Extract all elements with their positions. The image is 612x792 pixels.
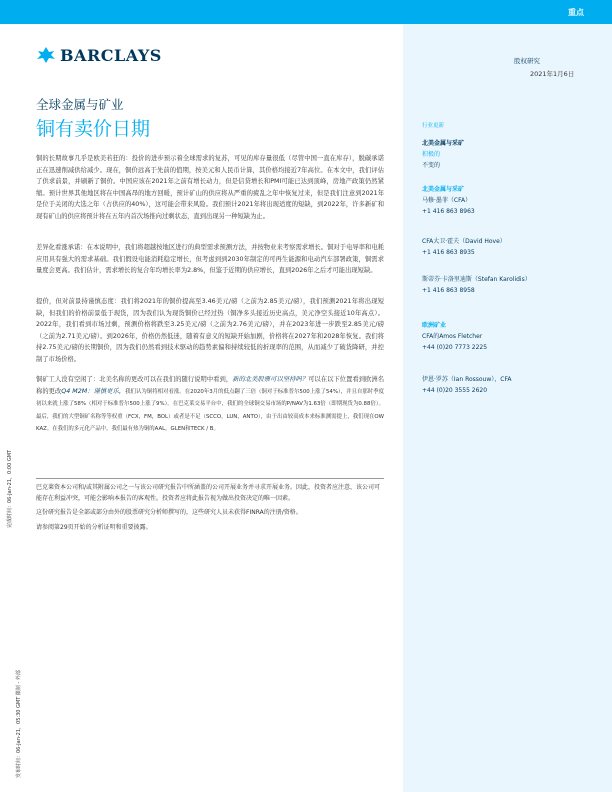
analyst-name: 马修·墨菲（CFA）	[422, 197, 472, 204]
analyst-phone: +1 416 863 8963	[422, 208, 475, 215]
analyst-4	[422, 320, 487, 353]
disclaimer-pages: 请参阅第29页开始的分析证明和重要披露。	[36, 523, 152, 531]
disclaimer-finra: 这份研究报告是全部或部分由外的股票研究分析师撰写的，这些研究人员未获得FINRA的注册/资格。	[36, 509, 302, 517]
paragraph-demand: 差异化看涨承诺：在本说明中，我们将超越按地区进行的典型需求预测方法，并按物业来考察需求增长。铜对于电导率和电耗应用具有强大的需求基础。我们假设电能消耗稳定增长，但考虑到到2030年制定的可再生能源和电动汽车部署政策，铜需求量度会更高。我们估计，需求增长的复合年均增长率为2.8%，但鉴于近期的供应增长，直到2026年之后才可能出现短缺。	[36, 244, 384, 275]
top-banner	[0, 0, 612, 24]
analyst-name: CFA的Amos Fletcher	[422, 333, 483, 340]
analyst-name: CFA大卫·霍夫（David Hove）	[422, 238, 506, 245]
vertical-timestamps	[6, 450, 22, 780]
miners-lead: 铜矿工人没有空闲了：北美名称的更改可以在我们的随行说明中看到，	[36, 376, 233, 383]
link-north-america[interactable]: 新的北美股票可以坚持吗？	[232, 376, 309, 383]
sector-rating	[422, 138, 464, 171]
analyst-3	[422, 274, 531, 296]
analyst-name: 斯蒂芬·卡洛里迪斯（Stefan Karolidis）	[422, 276, 531, 283]
sector-view: 积极的	[422, 151, 441, 158]
sector-head: 北美金属与采矿	[422, 140, 465, 147]
analyst-2	[422, 236, 506, 258]
disclaimer-conflict: 巴克莱资本公司和/或其附属公司之一与该公司研究报告中所涵盖的公司开展业务并寻求开展业务。因此，投资者应注意，该公司可能存在利益冲突，可能会影响本报告的客观性。投资者应将此报告视为做出投资决定的唯一因素。	[36, 484, 381, 502]
paragraph-overview: 铜的长期故事几乎是欧美若狂的：投价的进步预示着全球需求的复苏，可见的库存量很低（尽管中国一直在库存），脱碳承诺正在迅速削减供给减少。现在，铜价远高于先前的值期，按美元和人民币计算，其价格均接近7年高位。在本文中，我们评估了供求前景，并刷新了铜价。中国应该在2021年之前有增长动力，但是信贷增长和PMI可能已达到顶峰，房地产政策仍然紧缩。预计世界其他地区将在中国高昂的地方回暖，预计矿山的供应将从严重的疲乱之年中恢复过来，但是我们注意到2021年是位于关闭的大选之年（占供应的40%），这可能会带来风险。我们预计2021年将出现适度的短缺，到2022年，许多新矿和现有矿山的供应将预计将在五年内首次场推向过剩状态，直到出现另一种短缺为止。	[36, 155, 384, 220]
barclays-logo	[36, 45, 162, 65]
disclaimer	[36, 478, 384, 537]
analyst-phone: +1 416 863 8935	[422, 249, 475, 256]
released-stamp: 发布时间：06-Jan-21，05:30 GMT 限制 - 外部	[16, 670, 22, 778]
analyst-phone: +1 416 863 8958	[422, 287, 475, 294]
report-type: 股权研究	[514, 57, 540, 65]
analyst-phone: +44 (0)20 7773 2225	[422, 344, 488, 351]
highlight-tag: 重点	[568, 8, 584, 17]
analyst-group: 北美金属与采矿	[422, 186, 465, 193]
analyst-name: 伊恩·罗苏（Ian Rossouw），CFA	[422, 376, 512, 383]
report-date: 2021年1月6日	[530, 70, 575, 78]
eagle-icon	[36, 45, 56, 65]
analyst-group: 欧洲矿业	[422, 322, 447, 329]
link-q4-m2m[interactable]: Q4 M2M：谨慎更乐，	[61, 387, 126, 395]
analyst-phone: +44 (0)20 3555 2620	[422, 387, 488, 394]
brand-name: BARCLAYS	[60, 45, 162, 65]
miners-rest: 可以在以下位置看到欧洲名称的更改	[36, 376, 385, 395]
paragraph-price: 提价，但对前景持谨慎态度：我们将2021年的铜价提高至3.46美元/磅（之前为2.85美元/磅），我们预测2021年将出现短缺，但我们的价格前景低于现货，因为我们认为现货铜价已经过热（铜净多头接近历史高点，美元净空头接近10年高点）。2022年，我们看到市场过剩，预测价格将跌至3.25美元/磅（之前为2.76美元/磅），并在2023年进一步跌至2.85美元/磅（之前为2.71美元/磅）。到2026年，价格仍然低迷，随着有意义的短缺开始加剧，价格将在2027年和2028年恢复。我们将持2.75美元/磅的长期铜价，因为我们仍然看到技术驱动的趋势素偏和持续较低的折现率的范围，从而减少了破货降研，并控制了市场价格。	[36, 298, 384, 363]
miners-detail: 我们认为铜将相对看涨。在2020年3月的低点翻了三倍（铜对于标准普尔500上涨了54%），并且自那时季度初以来就上涨了58%（相对于标准普尔500上涨了9%）。在巴克莱交易平台中，我们的全球铜交易市场的P/NAV为1.63倍（即期现货为0.88倍）。最后，我们的大型铜矿名称等等权重（FCX，FM，BOL）或者是不足（SCCO，LUN，ANTO），由于出由较高成本来标准测需提上，我们现在OW KAZ。在我们的多元化产品中，我们最有热为铜的AAL，GLEN和TECK / B。	[36, 388, 384, 433]
completed-stamp: 完成时间：06-Jan-21，0:00 GMT	[7, 449, 13, 528]
sidebar-label: 行业更新	[422, 123, 445, 129]
analyst-1	[422, 184, 475, 217]
report-title: 铜有卖价日期	[36, 118, 151, 140]
paragraph-miners	[36, 374, 384, 436]
analyst-5	[422, 374, 511, 396]
report-subtitle: 全球金属与矿业	[36, 97, 124, 112]
sector-note: 不变的	[422, 162, 441, 169]
